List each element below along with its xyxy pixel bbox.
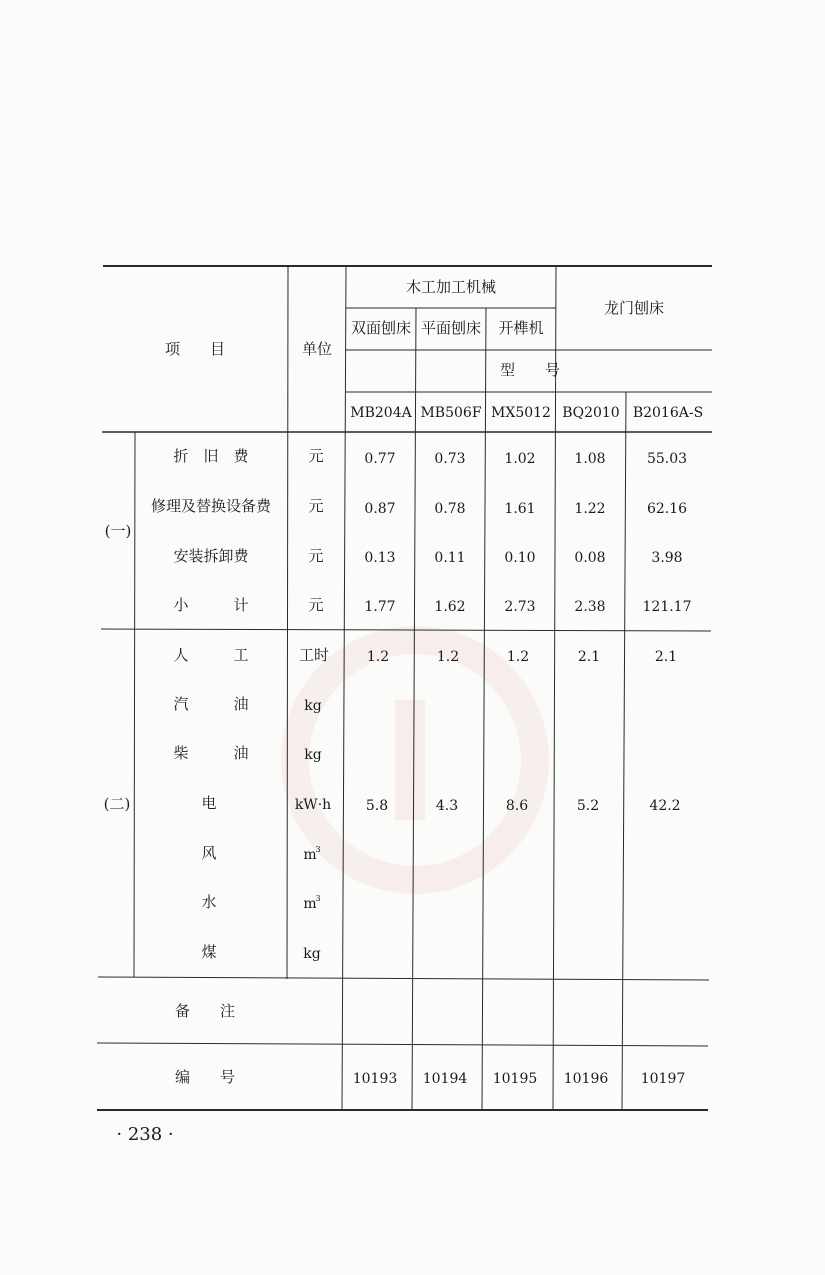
code-value: 10195	[492, 1071, 538, 1087]
cell-value: 4.3	[435, 798, 459, 814]
model-code: BQ2010	[562, 405, 620, 421]
section-label-1: (一)	[104, 522, 132, 540]
unit-superscript: 3	[315, 894, 321, 903]
cell-value: 1.62	[434, 599, 466, 615]
row-unit: 元	[308, 497, 324, 515]
cell-value: 0.87	[364, 501, 396, 517]
cell-value: 0.78	[434, 501, 466, 517]
model-code: MB204A	[350, 405, 412, 421]
cell-value: 1.02	[504, 451, 536, 467]
machine-name: 开榫机	[498, 319, 544, 337]
header-item-label: 项 目	[164, 340, 226, 358]
row-unit: kg	[304, 747, 322, 763]
row-name: 修理及替换设备费	[150, 497, 272, 515]
row-unit: kg	[304, 698, 322, 714]
machine-name: 双面刨床	[350, 319, 412, 337]
header-group-wood: 木工加工机械	[405, 278, 497, 296]
row-name: 电	[201, 794, 217, 812]
machine-name: 平面刨床	[420, 319, 482, 337]
cell-value: 1.08	[574, 451, 606, 467]
header-unit-label: 单位	[301, 340, 333, 358]
code-value: 10196	[563, 1071, 609, 1087]
row-name: 柴 油	[173, 744, 249, 762]
cell-value: 1.77	[364, 599, 396, 615]
section-label-2: (二)	[103, 795, 131, 813]
row-unit: 元	[308, 596, 324, 614]
cell-value: 1.2	[506, 649, 530, 665]
row-unit: 工时	[298, 646, 330, 664]
cell-value: 121.17	[642, 599, 692, 615]
row-name: 风	[201, 844, 217, 862]
cell-value: 42.2	[649, 798, 681, 814]
page-number: · 238 ·	[116, 1124, 174, 1145]
row-unit: kg	[303, 946, 321, 962]
code-value: 10193	[352, 1071, 398, 1087]
cell-value: 2.1	[654, 649, 678, 665]
model-code: MX5012	[491, 405, 551, 421]
cell-value: 2.73	[504, 599, 536, 615]
cell-value: 5.2	[576, 798, 600, 814]
row-unit: 元	[308, 447, 324, 465]
header-group-gantry: 龙门刨床	[603, 299, 665, 317]
row-unit: m	[303, 847, 317, 863]
row-unit: 元	[308, 547, 324, 565]
row-unit: kW·h	[294, 797, 332, 813]
model-code: B2016A-S	[632, 405, 704, 421]
cell-value: 1.61	[504, 501, 536, 517]
cell-value: 1.2	[436, 649, 460, 665]
row-name: 水	[201, 893, 217, 911]
code-label: 编 号	[174, 1068, 236, 1086]
code-value: 10194	[422, 1071, 468, 1087]
remarks-label: 备 注	[174, 1002, 236, 1020]
row-name: 小 计	[173, 596, 249, 614]
cell-value: 1.22	[574, 501, 606, 517]
cell-value: 55.03	[646, 451, 688, 467]
cell-value: 62.16	[646, 501, 688, 517]
row-name: 人 工	[173, 646, 249, 664]
watermark-stamp	[295, 640, 535, 880]
cell-value: 0.73	[434, 451, 466, 467]
row-name: 煤	[201, 943, 217, 961]
cell-value: 2.38	[574, 599, 606, 615]
cell-value: 8.6	[505, 798, 529, 814]
table-text	[104, 278, 704, 1087]
model-code: MB506F	[420, 405, 482, 421]
row-name: 折 旧 费	[173, 447, 249, 465]
cell-value: 0.10	[504, 550, 536, 566]
cell-value: 1.2	[366, 649, 390, 665]
cell-value: 3.98	[651, 550, 683, 566]
header-model-label: 型 号	[499, 361, 561, 379]
row-unit: m	[303, 896, 317, 912]
cell-value: 0.08	[574, 550, 606, 566]
cell-value: 0.13	[364, 550, 396, 566]
cell-value: 5.8	[365, 798, 389, 814]
table-lines	[97, 266, 712, 1110]
code-value: 10197	[640, 1071, 686, 1087]
cell-value: 0.77	[364, 451, 396, 467]
cell-value: 2.1	[577, 649, 601, 665]
cell-value: 0.11	[434, 550, 466, 566]
unit-superscript: 3	[315, 845, 321, 854]
row-name: 安装拆卸费	[173, 547, 249, 565]
row-name: 汽 油	[173, 695, 249, 713]
